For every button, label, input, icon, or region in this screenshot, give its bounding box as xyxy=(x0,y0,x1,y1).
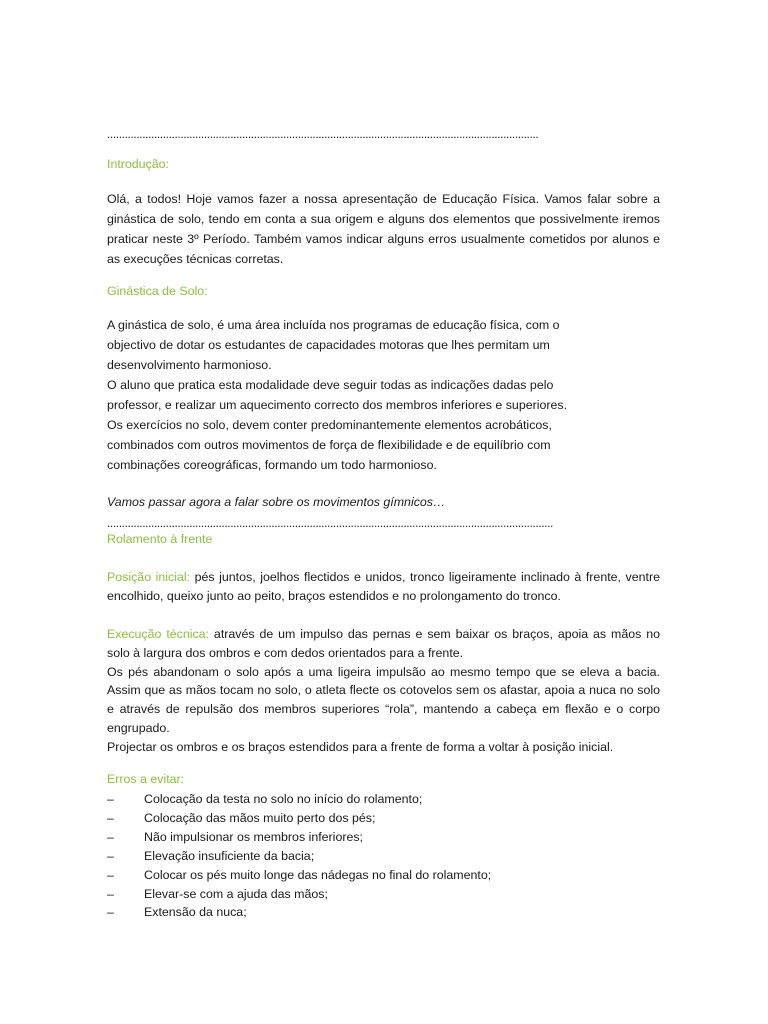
ginastica-line: professor, e realizar um aquecimento correcto dos membros inferiores e superiores. xyxy=(107,398,568,412)
list-item xyxy=(107,903,667,922)
dash-bullet: – xyxy=(107,810,114,825)
intro-heading: Introdução: xyxy=(107,157,169,171)
posicao-inicial-text xyxy=(107,568,660,606)
dash-bullet: – xyxy=(107,792,114,806)
execucao-tecnica-paragraph xyxy=(107,625,660,757)
posicao-inicial-body: pés juntos, joelhos flectidos e unidos, tronco ligeiramente inclinado à frente, ventre encolhido, queixo junto ao peito, braços estendidos e no prolongamento do tronco. xyxy=(107,570,660,603)
list-item xyxy=(107,790,667,809)
list-item xyxy=(107,885,667,904)
intro-paragraph xyxy=(107,189,660,269)
list-item xyxy=(107,809,667,828)
ginastica-line: A ginástica de solo, é uma área incluída nos programas de educação física, com o xyxy=(107,318,560,332)
dash-bullet: – xyxy=(107,848,114,863)
dash-bullet: – xyxy=(107,867,114,882)
dash-bullet: – xyxy=(107,905,114,920)
ginastica-line: Os exercícios no solo, devem conter predominantemente elementos acrobáticos, xyxy=(107,418,552,432)
execucao-tecnica-p2: Os pés abandonam o solo após a uma ligeira impulsão ao mesmo tempo que se eleva a bacia. Assim que as mãos tocam no solo, o atleta flecte os cotovelos sem os afastar, apoia a nuca no solo e através de repulsão dos membros superiores “rola”, mantendo a cabeça em flexão e o corpo engrupado. xyxy=(107,664,660,735)
ginastica-line: objectivo de dotar os estudantes de capacidades motoras que lhes permitam um xyxy=(107,338,550,352)
rolamento-heading: Rolamento à frente xyxy=(107,532,213,546)
erro-text: Elevar-se com a ajuda das mãos; xyxy=(144,886,328,901)
execucao-tecnica-p1 xyxy=(107,625,660,663)
posicao-inicial-paragraph xyxy=(107,568,660,606)
ginastica-line: combinações coreográficas, formando um todo harmonioso. xyxy=(107,458,437,472)
ginastica-heading: Ginástica de Solo: xyxy=(107,284,208,298)
list-item xyxy=(107,847,667,866)
execucao-tecnica-label: Execução técnica: xyxy=(107,627,210,641)
erros-list xyxy=(107,790,667,922)
list-item xyxy=(107,828,667,847)
intro-body: Olá, a todos! Hoje vamos fazer a nossa apresentação de Educação Física. Vamos falar sobre a ginástica de solo, tendo em conta a sua origem e alguns dos elementos que possivelmente iremos praticar neste 3º Período. Também vamos indicar alguns erros usualmente cometidos por alunos e as execuções técnicas corretas. xyxy=(107,192,660,266)
erro-text: Extensão da nuca; xyxy=(144,905,247,920)
dotted-separator-top: ................................................................................................................................................... xyxy=(107,127,539,141)
ginastica-line: combinados com outros movimentos de força de flexibilidade e de equilíbrio com xyxy=(107,438,551,452)
erros-heading: Erros a evitar: xyxy=(107,772,185,786)
dash-bullet: – xyxy=(107,829,114,844)
dotted-separator-mid: ........................................................................................................................................................ xyxy=(107,516,553,530)
erro-text: Colocar os pés muito longe das nádegas no final do rolamento; xyxy=(144,867,492,882)
ginastica-line: O aluno que pratica esta modalidade deve seguir todas as indicações dadas pelo xyxy=(107,378,554,392)
posicao-inicial-label: Posição inicial: xyxy=(107,570,191,584)
erro-text: Colocação das mãos muito perto dos pés; xyxy=(144,810,376,825)
ginastica-paragraph xyxy=(107,315,587,475)
erro-text: Colocação da testa no solo no início do rolamento; xyxy=(144,792,423,806)
erro-text: Elevação insuficiente da bacia; xyxy=(144,848,315,863)
dash-bullet: – xyxy=(107,886,114,901)
erro-text: Não impulsionar os membros inferiores; xyxy=(144,829,363,844)
transition-sentence: Vamos passar agora a falar sobre os movimentos gímnicos… xyxy=(107,495,446,509)
execucao-tecnica-body: através de um impulso das pernas e sem baixar os braços, apoia as mãos no solo à largura dos ombros e com dedos orientados para a frente. xyxy=(107,627,661,660)
list-item xyxy=(107,866,667,885)
execucao-tecnica-p3: Projectar os ombros e os braços estendidos para a frente de forma a voltar à posição inicial. xyxy=(107,739,614,754)
ginastica-line: desenvolvimento harmonioso. xyxy=(107,358,272,372)
